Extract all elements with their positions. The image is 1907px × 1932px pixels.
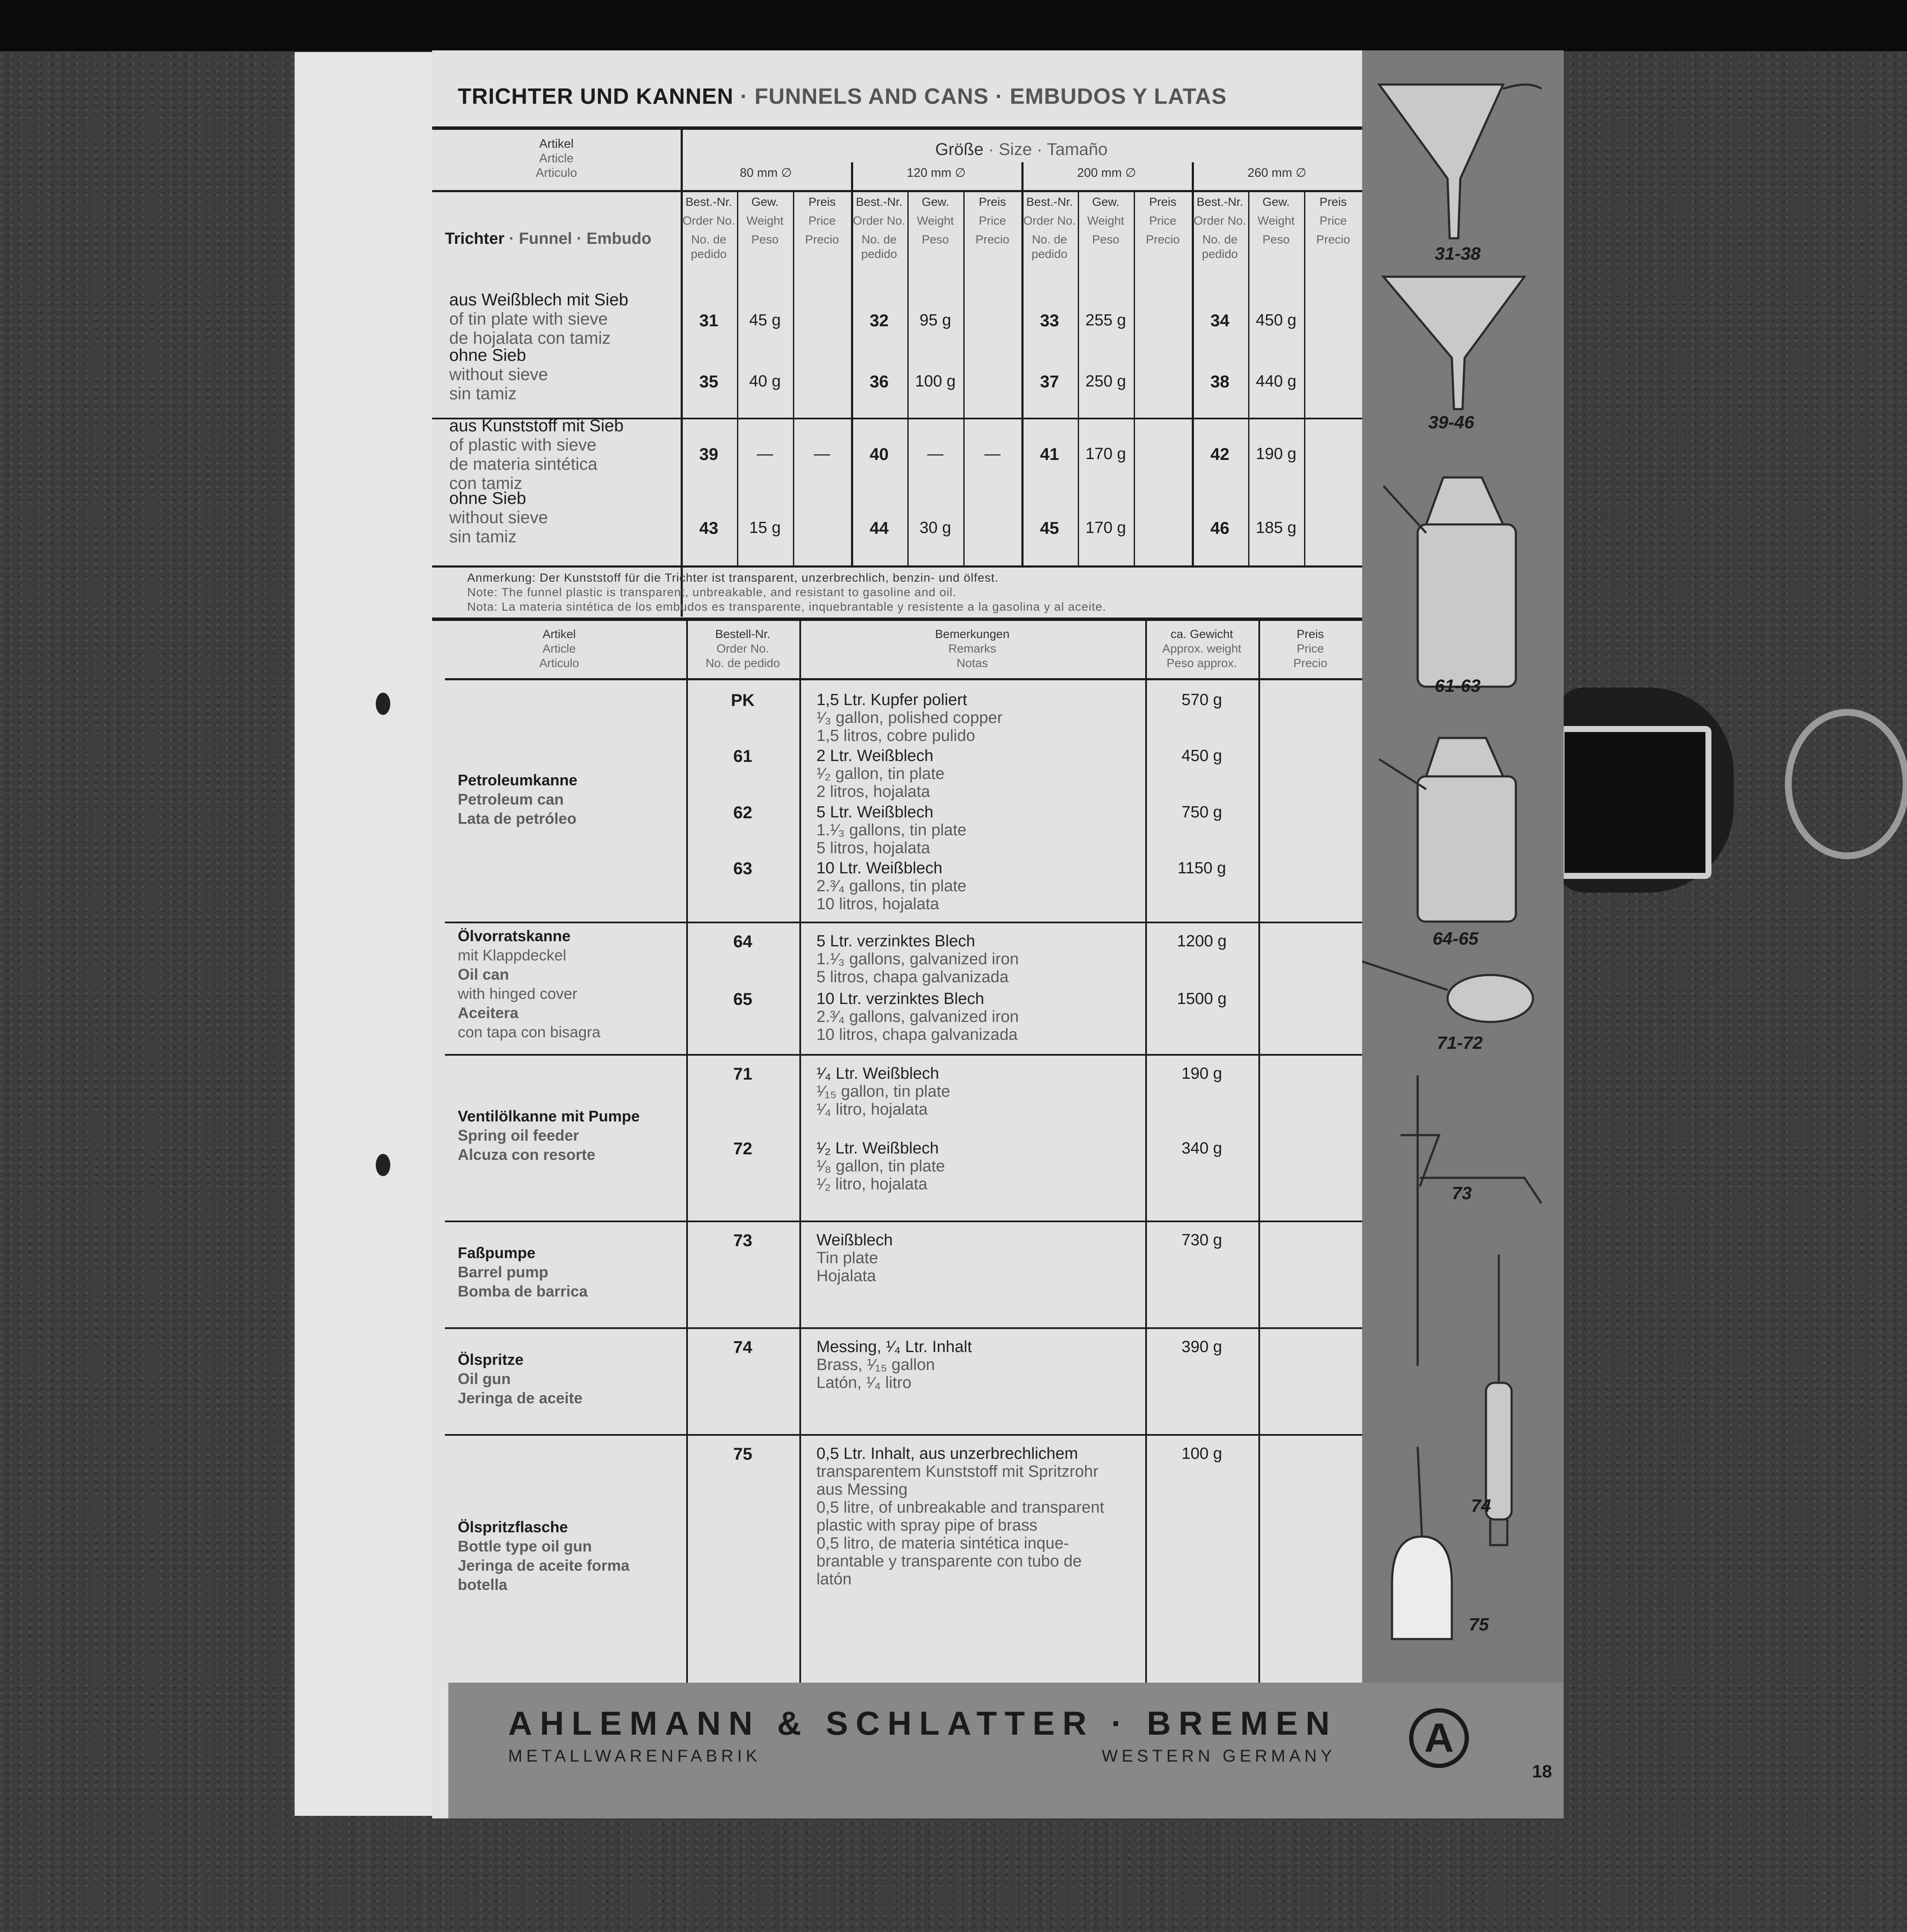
order-number: 75 (733, 1445, 752, 1464)
page-title: TRICHTER UND KANNEN · FUNNELS AND CANS · EMBUDOS Y LATAS (458, 84, 1227, 109)
header-line: Bemerkungen (935, 627, 1010, 641)
order-number: 37 (1040, 372, 1059, 391)
group-label (458, 1517, 629, 1594)
order-number: 65 (733, 990, 752, 1009)
label-line: ohne Sieb (449, 489, 526, 508)
order-number: 45 (1040, 518, 1059, 538)
col-header-line: Order No. (853, 214, 906, 227)
label-line: Jeringa de aceite (458, 1389, 583, 1407)
weight-value: 1150 g (1177, 859, 1226, 877)
label-line: Alcuza con resorte (458, 1146, 596, 1163)
weight-value: — (984, 445, 1001, 463)
order-number: 34 (1210, 311, 1230, 330)
header-line: Price (1296, 642, 1324, 655)
remark-line: 5 Ltr. Weißblech (816, 803, 933, 821)
remark-line: 10 Ltr. Weißblech (816, 859, 943, 877)
remark-line: 5 litros, chapa galvanizada (816, 968, 1009, 986)
weight-value: 30 g (919, 518, 951, 537)
cans-header-article (432, 627, 686, 670)
weight-value: 450 g (1181, 747, 1223, 765)
label-line: Barrel pump (458, 1263, 549, 1281)
col-header-order (851, 195, 907, 266)
remark-line: 0,5 Ltr. Inhalt, aus unzerbrechlichem (816, 1445, 1078, 1463)
remark-line: ¹⁄₂ Ltr. Weißblech (816, 1139, 939, 1157)
col-header-line: Order No. (1023, 214, 1076, 227)
remark-line: latón (816, 1570, 852, 1588)
barrel-pump-illustration (1401, 1075, 1541, 1366)
label-line: Petroleum can (458, 790, 564, 808)
weight-value: 750 g (1181, 803, 1223, 821)
remark-line: ¹⁄₂ litro, hojalata (816, 1175, 927, 1193)
remarks (816, 1338, 972, 1392)
binding-strip (295, 52, 446, 1816)
remark-line: 5 Ltr. verzinktes Blech (816, 932, 975, 950)
col-header-line: Preis (808, 195, 836, 208)
oil-feeder-illustration (1448, 975, 1533, 1022)
header-line: Articulo (539, 656, 579, 670)
remark-line: plastic with spray pipe of brass (816, 1516, 1038, 1534)
header-line: Article (542, 642, 576, 655)
footer-left: METALLWARENFABRIK (508, 1747, 761, 1765)
col-header-line: Weight (1087, 214, 1124, 227)
remark-line: 1,5 litros, cobre pulido (816, 727, 975, 745)
sub-divider (793, 192, 794, 565)
cans-header-order (686, 627, 799, 670)
col-header-line: Order No. (682, 214, 735, 227)
remark-line: Weißblech (816, 1231, 893, 1249)
remark-line: brantable y transparente con tubo de (816, 1552, 1082, 1570)
col-header-price (793, 195, 851, 251)
funnel-item-label: Trichter · Funnel · Embudo (445, 230, 652, 248)
funnel-row-label (449, 416, 623, 493)
header-line: Preis (1296, 627, 1324, 641)
section-rule (432, 618, 1362, 621)
page-number: 18 (1532, 1761, 1552, 1781)
weight-value: 255 g (1085, 311, 1126, 329)
col-header-line: Precio (1146, 233, 1180, 246)
illustration-caption: 75 (1469, 1614, 1489, 1634)
label-line: Aceitera (458, 1004, 519, 1022)
col-header-weight (1078, 195, 1134, 251)
cans-divider (799, 621, 801, 1683)
weight-value: 450 g (1255, 311, 1297, 329)
top-black-border (0, 0, 1907, 51)
weight-value: — (757, 445, 773, 463)
order-number: 41 (1040, 445, 1059, 464)
remark-line: ¹⁄₄ Ltr. Weißblech (816, 1065, 939, 1083)
size-header: Größe · Size · Tamaño (935, 140, 1108, 159)
label-line: con tamiz (449, 474, 523, 493)
remark-line: 10 litros, chapa galvanizada (816, 1026, 1018, 1044)
weight-value: 390 g (1181, 1338, 1223, 1356)
weight-value: — (927, 445, 944, 463)
remarks (816, 932, 1019, 986)
col-header-line: Best.-Nr. (856, 195, 903, 208)
col-header-order (681, 195, 737, 266)
product-illustrations (1362, 50, 1564, 1683)
label-line: with hinged cover (458, 985, 578, 1002)
remark-line: ¹⁄₈ gallon, tin plate (816, 1157, 945, 1175)
size-label: 260 mm ∅ (1247, 166, 1307, 180)
title-rule (432, 126, 1362, 130)
label-line: Petroleumkanne (458, 771, 578, 789)
remark-line: 2.³⁄₄ gallons, galvanized iron (816, 1008, 1019, 1026)
illustration-caption: 74 (1471, 1496, 1491, 1516)
order-number: 74 (733, 1338, 752, 1357)
funnel-row-label (449, 489, 548, 547)
weight-value: 170 g (1085, 445, 1126, 463)
col-header-line: Best.-Nr. (1196, 195, 1243, 208)
order-number: 64 (733, 932, 752, 951)
remark-line: ¹⁄₂ gallon, tin plate (816, 765, 945, 783)
illustration-caption: 64-65 (1433, 928, 1479, 948)
col-header-line: Precio (975, 233, 1009, 246)
order-number: 43 (699, 518, 719, 538)
col-header-line: Price (1319, 214, 1347, 227)
label-line: Spring oil feeder (458, 1127, 579, 1144)
remark-line: 1.¹⁄₃ gallons, galvanized iron (816, 950, 1019, 968)
group-label (458, 1107, 640, 1164)
remark-line: 5 litros, hojalata (816, 839, 930, 857)
order-number: 36 (869, 372, 889, 391)
header-line: Precio (1293, 656, 1328, 670)
order-number: PK (731, 691, 755, 710)
order-number: 44 (869, 518, 889, 538)
col-header-line: Gew. (921, 195, 949, 208)
label-line: of tin plate with sieve (449, 310, 608, 328)
remark-line: Messing, ¹⁄₄ Ltr. Inhalt (816, 1338, 972, 1356)
weight-value: 190 g (1255, 445, 1297, 463)
article-header: Artikel Article Articulo (535, 137, 577, 180)
group-label (458, 770, 577, 828)
weight-value: 15 g (749, 518, 781, 537)
col-header-line: Gew. (1092, 195, 1120, 208)
label-line: Ventilölkanne mit Pumpe (458, 1107, 640, 1125)
remark-line: Latón, ¹⁄₄ litro (816, 1374, 912, 1392)
weight-value: 730 g (1181, 1231, 1223, 1249)
remark-line: 2.³⁄₄ gallons, tin plate (816, 877, 967, 895)
weight-value: 100 g (915, 372, 956, 390)
label-line: de materia sintética (449, 455, 597, 474)
col-header-line: Peso (1262, 233, 1290, 246)
header-line: No. de pedido (705, 656, 780, 670)
illustration-caption: 39-46 (1428, 412, 1474, 432)
punch-hole (376, 693, 390, 715)
remarks (816, 747, 945, 801)
order-number: 73 (733, 1231, 752, 1250)
funnel-row-label (449, 346, 548, 404)
label-line: mit Klappdeckel (458, 946, 567, 964)
label-line: sin tamiz (449, 384, 517, 403)
group-rule (445, 1221, 1362, 1222)
col-header-line: Precio (805, 233, 839, 246)
remarks (816, 1231, 893, 1285)
company-logo: A (1409, 1708, 1469, 1768)
header-rule (432, 190, 1362, 192)
group-label (458, 1350, 582, 1408)
label-line: Ölspritzflasche (458, 1518, 568, 1536)
col-header-price (1134, 195, 1192, 251)
label-line: Ölspritze (458, 1351, 524, 1368)
col-header-line: Price (808, 214, 836, 227)
illustration-caption: 61-63 (1435, 676, 1481, 696)
col-header-line: Preis (1319, 195, 1347, 208)
page-content (432, 50, 1362, 1683)
col-header-line: Peso (751, 233, 779, 246)
remark-line: 2 litros, hojalata (816, 783, 930, 801)
order-number: 33 (1040, 311, 1059, 330)
header-line: Artikel (542, 627, 576, 641)
remark-line: 1.¹⁄₃ gallons, tin plate (816, 821, 967, 839)
key-ring (1785, 709, 1907, 859)
header-line: Peso approx. (1167, 656, 1237, 670)
group-rule (445, 1327, 1362, 1329)
remarks (816, 691, 1003, 745)
label-line: Faßpumpe (458, 1244, 536, 1262)
illustration-caption: 71-72 (1437, 1033, 1483, 1053)
weight-value: 250 g (1085, 372, 1126, 390)
weight-value: 40 g (749, 372, 781, 390)
header-line: Bestell-Nr. (715, 627, 771, 641)
col-header-price (1304, 195, 1362, 251)
illustration-caption: 31-38 (1435, 243, 1481, 263)
remark-line: 0,5 litro, de materia sintética inque- (816, 1534, 1069, 1552)
order-number: 38 (1210, 372, 1230, 391)
remark-line: ¹⁄₁₅ gallon, tin plate (816, 1083, 951, 1101)
footer-right: WESTERN GERMANY (1102, 1747, 1336, 1765)
order-number: 72 (733, 1139, 752, 1158)
sub-divider (1304, 192, 1305, 565)
label-line: sin tamiz (449, 527, 517, 546)
order-number: 42 (1210, 445, 1230, 464)
col-header-line: No. de pedido (1202, 233, 1238, 261)
group-rule (445, 922, 1362, 923)
col-header-price (963, 195, 1021, 251)
label-line: con tapa con bisagra (458, 1023, 601, 1041)
col-header-line: Best.-Nr. (1026, 195, 1073, 208)
notes: Anmerkung: Der Kunststoff für die Trichter ist transparent, unzerbrechlich, benzin- und ölfest. Note: The funnel plastic is transparent, unbreakable, and resistant to gasoline and oil. Nota: La materia sintética de los embudos es transparente, inquebrantable y resistente a la gasolina y al aceite. (467, 571, 1106, 613)
cans-divider (1258, 621, 1260, 1683)
header-line: Notas (956, 656, 988, 670)
cans-header-rule (445, 678, 1362, 680)
remarks (816, 859, 966, 913)
footer-band (448, 1683, 1564, 1818)
group-label (458, 926, 600, 1042)
size-label: 80 mm ∅ (740, 166, 792, 180)
remark-line: 10 Ltr. verzinktes Blech (816, 990, 984, 1008)
col-header-line: Weight (746, 214, 784, 227)
oil-bottle-illustration (1392, 1537, 1452, 1639)
label-line: without sieve (449, 365, 548, 384)
label-line: without sieve (449, 508, 548, 527)
label-line: of plastic with sieve (449, 436, 597, 454)
order-number: 62 (733, 803, 752, 822)
label-line: Oil gun (458, 1370, 511, 1388)
weight-value: 1200 g (1177, 932, 1227, 950)
col-header-line: No. de pedido (861, 233, 897, 261)
col-header-weight (1248, 195, 1304, 251)
col-header-line: Weight (1258, 214, 1295, 227)
weight-value: — (814, 445, 831, 463)
col-header-line: Peso (1092, 233, 1120, 246)
header-line: Order No. (717, 642, 769, 655)
punch-hole (376, 1154, 390, 1176)
remarks (816, 803, 966, 857)
header-line: Remarks (948, 642, 996, 655)
remark-line: Hojalata (816, 1267, 876, 1285)
label-line: Ölvorratskanne (458, 927, 571, 945)
group-rule (445, 1434, 1362, 1436)
col-header-line: Order No. (1193, 214, 1246, 227)
key-fob-plate (1559, 726, 1711, 879)
remark-line: 0,5 litre, of unbreakable and transparent (816, 1499, 1104, 1516)
col-header-line: Precio (1316, 233, 1350, 246)
weight-value: 45 g (749, 311, 781, 329)
remarks (816, 1065, 950, 1118)
remark-line: ¹⁄₄ litro, hojalata (816, 1101, 928, 1118)
weight-value: 1500 g (1177, 990, 1227, 1008)
remarks (816, 990, 1019, 1044)
remark-line: transparentem Kunststoff mit Spritzrohr (816, 1463, 1099, 1481)
col-header-line: Weight (917, 214, 954, 227)
order-number: 63 (733, 859, 752, 878)
col-header-line: Preis (1149, 195, 1177, 208)
weight-value: 340 g (1181, 1139, 1223, 1157)
weight-value: 95 g (919, 311, 951, 329)
label-line: Oil can (458, 966, 509, 983)
col-header-line: No. de pedido (1031, 233, 1068, 261)
weight-value: 185 g (1255, 518, 1297, 537)
col-header-line: Gew. (1262, 195, 1290, 208)
remark-line: Brass, ¹⁄₁₅ gallon (816, 1356, 935, 1374)
col-header-order (1021, 195, 1078, 266)
remark-line: Tin plate (816, 1249, 878, 1267)
remark-line: 1,5 Ltr. Kupfer poliert (816, 691, 967, 709)
label-line: Lata de petróleo (458, 809, 577, 827)
size-label: 200 mm ∅ (1077, 166, 1136, 180)
col-header-weight (737, 195, 793, 251)
order-number: 46 (1210, 518, 1230, 538)
group-rule (445, 1054, 1362, 1056)
remark-line: ¹⁄₃ gallon, polished copper (816, 709, 1003, 727)
col-header-line: Price (979, 214, 1006, 227)
col-header-line: Price (1149, 214, 1177, 227)
remark-line: 2 Ltr. Weißblech (816, 747, 933, 765)
remarks (816, 1445, 1104, 1588)
weight-value: 570 g (1181, 691, 1223, 709)
label-line: Bottle type oil gun (458, 1537, 592, 1555)
weight-value: 100 g (1181, 1445, 1223, 1463)
weight-value: 170 g (1085, 518, 1126, 537)
sub-divider (963, 192, 965, 565)
cans-header-remarks (799, 627, 1145, 670)
header-line: Approx. weight (1162, 642, 1242, 655)
funnel-illustration (1383, 277, 1524, 409)
funnel-table-bottom (432, 565, 1362, 568)
remark-line: aus Messing (816, 1481, 908, 1499)
illustration-caption: 73 (1452, 1183, 1472, 1203)
order-number: 39 (699, 445, 719, 464)
illustration-sidebar (1362, 50, 1564, 1683)
label-line: aus Kunststoff mit Sieb (449, 416, 624, 435)
label-line: botella (458, 1576, 508, 1593)
cans-header-price (1258, 627, 1362, 670)
order-number: 71 (733, 1065, 752, 1083)
cans-header-weight (1145, 627, 1258, 670)
remark-line: 10 litros, hojalata (816, 895, 939, 913)
col-header-line: No. de pedido (690, 233, 727, 261)
label-line: aus Weißblech mit Sieb (449, 290, 629, 309)
weight-value: 190 g (1181, 1065, 1223, 1083)
order-number: 31 (699, 311, 719, 330)
col-header-order (1192, 195, 1248, 266)
order-number: 61 (733, 747, 752, 766)
order-number: 35 (699, 372, 719, 391)
label-line: Jeringa de aceite forma (458, 1557, 630, 1574)
col-header-line: Gew. (751, 195, 779, 208)
col-header-line: Best.-Nr. (685, 195, 732, 208)
company-name: AHLEMANN & SCHLATTER · BREMEN (508, 1704, 1337, 1742)
label-line: ohne Sieb (449, 346, 526, 365)
group-label (458, 1243, 588, 1301)
can-illustration (1418, 776, 1516, 922)
col-header-line: Preis (979, 195, 1006, 208)
funnel-row-label (449, 290, 628, 348)
col-header-line: Peso (921, 233, 949, 246)
can-illustration (1418, 524, 1516, 687)
header-line: ca. Gewicht (1170, 627, 1233, 641)
weight-value: 440 g (1255, 372, 1297, 390)
size-label: 120 mm ∅ (907, 166, 966, 180)
label-line: Bomba de barrica (458, 1282, 588, 1300)
remarks (816, 1139, 945, 1193)
col-header-weight (907, 195, 964, 251)
label-line: de hojalata con tamiz (449, 329, 611, 348)
order-number: 32 (869, 311, 889, 330)
sub-divider (1134, 192, 1135, 565)
order-number: 40 (869, 445, 889, 464)
funnel-illustration (1379, 85, 1503, 238)
